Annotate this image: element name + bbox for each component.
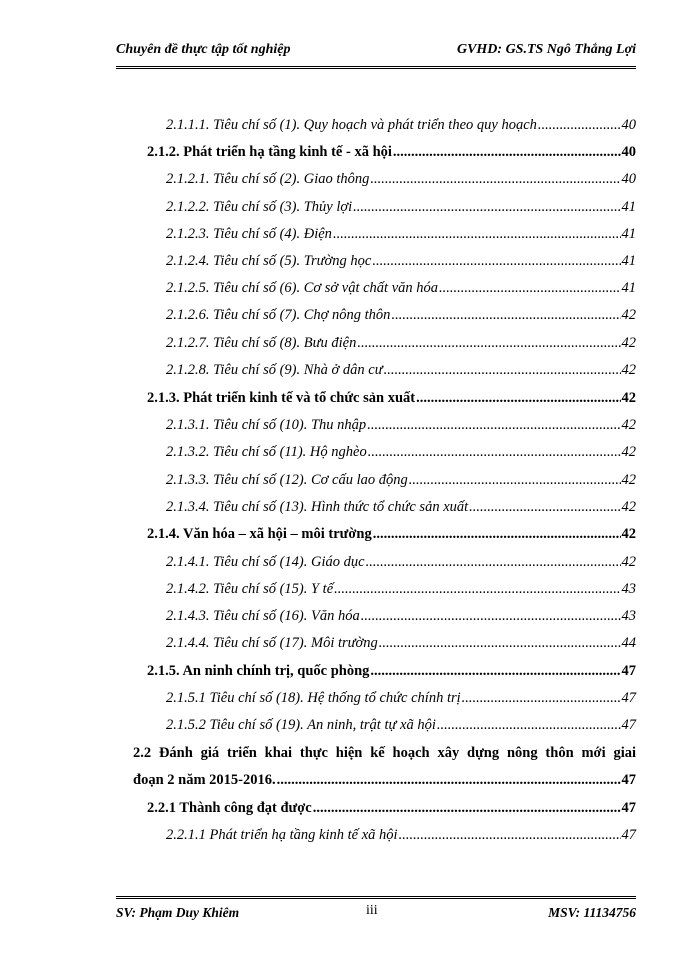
toc-entry — [166, 607, 636, 625]
toc-leader-dots — [384, 361, 621, 379]
toc-entry-title: 2.1.5. An ninh chính trị, quốc phòng — [147, 663, 370, 679]
toc-entry-title: 2.1.5.2 Tiêu chí số (19). An ninh, trật tự xã hội — [166, 717, 436, 733]
toc-entry-page: 47 — [621, 800, 636, 816]
toc-entry — [166, 116, 636, 134]
toc-entry-title: 2.1.2. Phát triển hạ tầng kinh tế - xã hội — [147, 144, 392, 160]
toc-entry-title: 2.1.2.8. Tiêu chí số (9). Nhà ở dân cư — [166, 362, 383, 378]
toc-leader-dots — [393, 143, 621, 161]
toc-entry — [166, 334, 636, 352]
toc-entry-page: 44 — [621, 635, 636, 651]
toc-leader-dots — [409, 471, 621, 489]
toc-leader-dots — [366, 553, 621, 571]
toc-entry-page: 43 — [621, 608, 636, 624]
toc-leader-dots — [370, 170, 620, 188]
toc-entry — [166, 252, 636, 270]
toc-entry-page: 42 — [621, 390, 636, 406]
toc-entry — [166, 498, 636, 516]
toc-entry-page: 41 — [621, 280, 636, 296]
toc-entry-title: 2.1.5.1 Tiêu chí số (18). Hệ thống tổ chức chính trị — [166, 690, 461, 706]
toc-entry-page: 43 — [621, 581, 636, 597]
toc-entry-title: 2.1.3.3. Tiêu chí số (12). Cơ cấu lao động — [166, 472, 408, 488]
toc-entry-page: 41 — [621, 226, 636, 242]
toc-entry-title: 2.1.2.1. Tiêu chí số (2). Giao thông — [166, 171, 370, 187]
header-left-text: Chuyên đề thực tập tốt nghiệp — [116, 42, 291, 57]
toc-entry-title: 2.2 Đánh giá triển khai thực hiện kế hoạch xây dựng nông thôn mới giai — [133, 745, 636, 761]
toc-entry-title: 2.2.1 Thành công đạt được — [147, 800, 312, 816]
toc-entry-page: 47 — [621, 690, 636, 706]
toc-entry — [166, 553, 636, 571]
toc-entry-title: 2.1.4.3. Tiêu chí số (16). Văn hóa — [166, 608, 360, 624]
toc-entry — [147, 799, 636, 817]
toc-entry — [147, 143, 636, 161]
toc-leader-dots — [538, 116, 621, 134]
toc-entry — [166, 225, 636, 243]
toc-entry-title: 2.1.4.4. Tiêu chí số (17). Môi trường — [166, 635, 378, 651]
page-header — [116, 36, 636, 69]
toc-leader-dots — [333, 225, 621, 243]
toc-leader-dots — [357, 334, 620, 352]
toc-entry-title: 2.1.3.4. Tiêu chí số (13). Hình thức tổ chức sản xuất — [166, 499, 469, 515]
toc-leader-dots — [313, 799, 621, 817]
toc-leader-dots — [391, 306, 620, 324]
toc-leader-dots — [373, 525, 621, 543]
toc-leader-dots — [353, 198, 620, 216]
toc-entry-page: 47 — [621, 772, 636, 788]
toc-leader-dots — [277, 771, 621, 789]
toc-entry — [166, 306, 636, 324]
toc-leader-dots — [469, 498, 620, 516]
toc-leader-dots — [439, 279, 620, 297]
toc-leader-dots — [370, 662, 620, 680]
toc-entry-title: 2.1.4.2. Tiêu chí số (15). Y tế — [166, 581, 334, 597]
toc-entry — [133, 771, 636, 789]
toc-entry — [166, 361, 636, 379]
toc-entry-page: 47 — [621, 663, 636, 679]
toc-entry-page: 47 — [621, 827, 636, 843]
toc-entry-page: 42 — [621, 307, 636, 323]
toc-entry-page: 42 — [621, 417, 636, 433]
header-right-text: GVHD: GS.TS Ngô Thắng Lợi — [456, 42, 636, 57]
toc-entry-title: 2.1.2.4. Tiêu chí số (5). Trường học — [166, 253, 372, 269]
toc-entry-wrapped-line — [133, 744, 636, 762]
toc-entry-page: 42 — [621, 554, 636, 570]
toc-entry — [166, 716, 636, 734]
toc-entry-title: 2.1.2.7. Tiêu chí số (8). Bưu điện — [166, 335, 357, 351]
toc-entry — [166, 580, 636, 598]
toc-entry-title: 2.1.3.1. Tiêu chí số (10). Thu nhập — [166, 417, 367, 433]
toc-entry — [166, 279, 636, 297]
toc-entry — [147, 525, 636, 543]
toc-entry — [166, 689, 636, 707]
toc-leader-dots — [361, 607, 621, 625]
toc-leader-dots — [334, 580, 620, 598]
toc-leader-dots — [437, 716, 621, 734]
toc-entry-title: 2.1.2.5. Tiêu chí số (6). Cơ sở vật chất văn hóa — [166, 280, 439, 296]
toc-leader-dots — [372, 252, 620, 270]
toc-entry-page: 40 — [621, 117, 636, 133]
toc-entry-page: 42 — [621, 499, 636, 515]
toc-entry-title: 2.1.3.2. Tiêu chí số (11). Hộ nghèo — [166, 444, 367, 460]
toc-entry-title: 2.1.4. Văn hóa – xã hội – môi trường — [147, 526, 372, 542]
toc-entry-page: 47 — [621, 717, 636, 733]
toc-entry — [166, 471, 636, 489]
toc-entry-title: 2.1.2.2. Tiêu chí số (3). Thủy lợi — [166, 199, 353, 215]
toc-entry-title: 2.1.3. Phát triển kinh tế và tổ chức sản xuất — [147, 390, 416, 406]
toc-entry-page: 42 — [621, 362, 636, 378]
toc-entry-title: 2.1.1.1. Tiêu chí số (1). Quy hoạch và phát triển theo quy hoạch — [166, 117, 537, 133]
toc-entry — [166, 170, 636, 188]
toc-leader-dots — [399, 826, 621, 844]
toc-entry-title: 2.2.1.1 Phát triển hạ tầng kinh tế xã hội — [166, 827, 398, 843]
toc-entry-page: 41 — [621, 253, 636, 269]
footer-student-name: SV: Phạm Duy Khiêm — [116, 905, 240, 920]
footer-page-number: iii — [366, 903, 378, 918]
toc-entry-page: 41 — [621, 199, 636, 215]
toc-entry-page: 42 — [621, 472, 636, 488]
toc-leader-dots — [416, 389, 620, 407]
toc-entry — [166, 826, 636, 844]
toc-entry-page: 40 — [621, 144, 636, 160]
toc-entry-title: đoạn 2 năm 2015-2016. — [133, 772, 276, 788]
toc-entry — [147, 389, 636, 407]
toc-entry-page: 42 — [621, 335, 636, 351]
toc-entry — [166, 634, 636, 652]
toc-entry-title: 2.1.2.3. Tiêu chí số (4). Điện — [166, 226, 332, 242]
toc-entry-page: 42 — [621, 444, 636, 460]
toc-entry-page: 42 — [621, 526, 636, 542]
toc-leader-dots — [462, 689, 621, 707]
toc-entry-page: 40 — [621, 171, 636, 187]
toc-entry — [166, 443, 636, 461]
toc-entry — [147, 662, 636, 680]
footer-student-id: MSV: 11134756 — [548, 905, 636, 920]
toc-entry-title: 2.1.4.1. Tiêu chí số (14). Giáo dục — [166, 554, 365, 570]
toc-leader-dots — [379, 634, 621, 652]
toc-leader-dots — [367, 416, 620, 434]
toc-entry-title: 2.1.2.6. Tiêu chí số (7). Chợ nông thôn — [166, 307, 391, 323]
toc-entry — [166, 198, 636, 216]
toc-leader-dots — [368, 443, 621, 461]
toc-entry — [166, 416, 636, 434]
page-footer — [116, 896, 636, 925]
